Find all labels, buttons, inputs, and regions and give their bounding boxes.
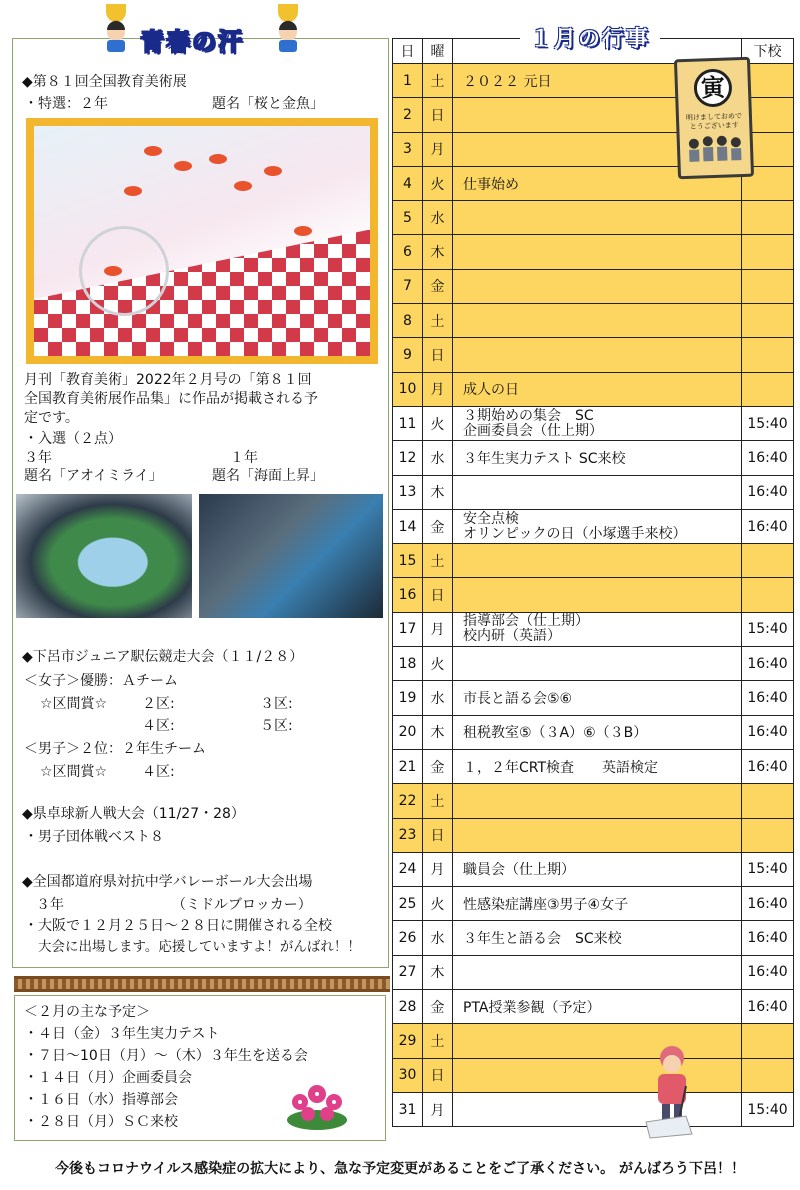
- event-cell: 市長と語る会⑤⑥: [453, 681, 742, 715]
- day-number: 11: [393, 406, 423, 440]
- leave-time: 16:40: [742, 475, 794, 509]
- calendar-row: [393, 612, 794, 646]
- weekday: 火: [423, 166, 453, 200]
- leave-time: 16:40: [742, 955, 794, 989]
- right-title: １月の行事: [520, 22, 660, 53]
- event-line: 安全点検: [463, 510, 519, 527]
- leave-time: [742, 372, 794, 406]
- calendar-row: [393, 647, 794, 681]
- calendar-row: [393, 887, 794, 921]
- leave-time: 16:40: [742, 921, 794, 955]
- day-number: 22: [393, 784, 423, 818]
- entry2-title: 題名「海面上昇」: [212, 468, 324, 484]
- entry1-grade: ３年: [24, 450, 52, 466]
- day-number: 10: [393, 372, 423, 406]
- event-cell: １，２年CRT検査 英語検定: [453, 749, 742, 783]
- calendar-row: [393, 1024, 794, 1058]
- event-cell: [453, 784, 742, 818]
- calendar-row: [393, 1092, 794, 1126]
- event-cell: 性感染症講座③男子④女子: [453, 887, 742, 921]
- calendar-row: [393, 406, 794, 440]
- event-cell: ３年生実力テスト SC来校: [453, 441, 742, 475]
- day-number: 12: [393, 441, 423, 475]
- calendar-row: [393, 921, 794, 955]
- weekday: 日: [423, 1058, 453, 1092]
- day-number: 1: [393, 64, 423, 98]
- art-special-label: ・特選：２年: [24, 96, 108, 112]
- leave-time: [742, 201, 794, 235]
- art-desc-3: 定です。: [24, 410, 79, 426]
- calendar-row: [393, 1058, 794, 1092]
- col-leave: 下校: [742, 39, 794, 64]
- art-desc-2: 全国教育美術展作品集」に作品が掲載される予: [24, 391, 318, 407]
- event-cell: 職員会（仕上期）: [453, 852, 742, 886]
- day-number: 27: [393, 955, 423, 989]
- calendar-row: [393, 990, 794, 1024]
- event-cell: 租税教室⑤（３A）⑥（３B）: [453, 715, 742, 749]
- leave-time: 16:40: [742, 509, 794, 543]
- art-desc-1: 月刊「教育美術」2022年２月号の「第８１回: [24, 372, 312, 388]
- volley-position: （ミドルブロッカー）: [172, 897, 312, 913]
- event-cell: [453, 647, 742, 681]
- leave-time: 16:40: [742, 887, 794, 921]
- weekday: 金: [423, 509, 453, 543]
- trophy-mascot-icon: [268, 2, 308, 52]
- weekday: 火: [423, 647, 453, 681]
- feb-item: ・４日（金）３年生実力テスト: [24, 1026, 220, 1042]
- day-number: 29: [393, 1024, 423, 1058]
- event-cell: ３年生と語る会 SC来校: [453, 921, 742, 955]
- leave-time: 16:40: [742, 715, 794, 749]
- event-line: 校内研（英語）: [463, 628, 561, 645]
- weekday: 土: [423, 1024, 453, 1058]
- weekday: 土: [423, 64, 453, 98]
- event-cell: [453, 201, 742, 235]
- event-cell: 仕事始め: [453, 166, 742, 200]
- event-cell: [453, 475, 742, 509]
- volley-line-1: ・大阪で１２月２５日～２８日に開催される全校: [24, 918, 332, 934]
- day-number: 24: [393, 852, 423, 886]
- day-number: 2: [393, 98, 423, 132]
- weekday: 土: [423, 304, 453, 338]
- ekiden-girls-k2: ２区:: [142, 696, 175, 712]
- left-title: 青春の汗: [140, 28, 244, 56]
- artwork-aoi-mirai: [16, 494, 192, 618]
- family-icon: [685, 134, 746, 164]
- day-number: 6: [393, 235, 423, 269]
- leave-time: [742, 269, 794, 303]
- weekday: 日: [423, 578, 453, 612]
- event-cell: PTA授業参観（予定）: [453, 990, 742, 1024]
- day-number: 13: [393, 475, 423, 509]
- calendar-row: [393, 372, 794, 406]
- event-line: オリンピックの日（小塚選手来校）: [463, 525, 687, 542]
- leave-time: [742, 544, 794, 578]
- weekday: 日: [423, 818, 453, 852]
- ekiden-boys-award: ☆区間賞☆: [40, 764, 108, 780]
- ekiden-girls-k5: ５区:: [260, 718, 293, 734]
- volley-line-2: 大会に出場します。応援していますよ！がんばれ！！: [38, 939, 361, 955]
- weekday: 土: [423, 544, 453, 578]
- calendar-row: [393, 784, 794, 818]
- weekday: 月: [423, 132, 453, 166]
- weekday: 水: [423, 681, 453, 715]
- day-number: 8: [393, 304, 423, 338]
- pingpong-heading: ◆県卓球新人戦大会（11/27・28）: [22, 806, 245, 822]
- weekday: 月: [423, 612, 453, 646]
- ekiden-girls-k3: ３区:: [260, 696, 293, 712]
- day-number: 30: [393, 1058, 423, 1092]
- calendar-row: [393, 681, 794, 715]
- leave-time: [742, 338, 794, 372]
- event-cell: [453, 544, 742, 578]
- weekday: 水: [423, 441, 453, 475]
- event-line: 企画委員会（仕上期）: [463, 422, 603, 439]
- weekday: 土: [423, 784, 453, 818]
- day-number: 19: [393, 681, 423, 715]
- day-number: 21: [393, 749, 423, 783]
- artwork-kaimen-joushou: [199, 494, 383, 618]
- day-number: 4: [393, 166, 423, 200]
- art-special-title: 題名「桜と金魚」: [212, 96, 324, 112]
- leave-time: [742, 304, 794, 338]
- ekiden-boys-k4: ４区:: [142, 764, 175, 780]
- weekday: 水: [423, 921, 453, 955]
- ekiden-girls: ＜女子＞優勝：Ａチーム: [24, 673, 178, 689]
- weekday: 金: [423, 749, 453, 783]
- trophy-mascot-icon: [96, 2, 136, 52]
- leave-time: [742, 818, 794, 852]
- day-number: 7: [393, 269, 423, 303]
- art-heading: ◆第８１回全国教育美術展: [22, 74, 187, 90]
- ekiden-girls-award: ☆区間賞☆: [40, 696, 108, 712]
- leave-time: 16:40: [742, 990, 794, 1024]
- calendar-row: [393, 509, 794, 543]
- event-cell: [453, 406, 742, 440]
- calendar-row: [393, 304, 794, 338]
- entry1-title: 題名「アオイミライ」: [24, 468, 163, 484]
- new-year-card: [674, 57, 754, 180]
- day-number: 5: [393, 201, 423, 235]
- weekday: 火: [423, 406, 453, 440]
- fence-divider: [14, 976, 390, 992]
- feb-item: ・７日～10日（月）～（木）３年生を送る会: [24, 1048, 308, 1064]
- calendar-row: [393, 544, 794, 578]
- leave-time: 15:40: [742, 1092, 794, 1126]
- weekday: 木: [423, 715, 453, 749]
- event-cell: [453, 509, 742, 543]
- event-line: 指導部会（仕上期）: [463, 613, 589, 630]
- day-number: 9: [393, 338, 423, 372]
- weekday: 金: [423, 990, 453, 1024]
- weekday: 日: [423, 338, 453, 372]
- artwork-sakura-kingyo: [26, 118, 378, 364]
- calendar-row: [393, 235, 794, 269]
- leave-time: 16:40: [742, 749, 794, 783]
- weekday: 月: [423, 852, 453, 886]
- calendar-row: [393, 338, 794, 372]
- day-number: 28: [393, 990, 423, 1024]
- weekday: 木: [423, 235, 453, 269]
- volley-heading: ◆全国都道府県対抗中学バレーボール大会出場: [22, 874, 313, 890]
- leave-time: [742, 1058, 794, 1092]
- day-number: 14: [393, 509, 423, 543]
- day-number: 17: [393, 612, 423, 646]
- feb-item: ・１４日（月）企画委員会: [24, 1070, 192, 1086]
- weekday: 月: [423, 372, 453, 406]
- leave-time: [742, 235, 794, 269]
- weekday: 日: [423, 98, 453, 132]
- january-calendar: [392, 38, 794, 1127]
- day-number: 31: [393, 1092, 423, 1126]
- calendar-row: [393, 818, 794, 852]
- event-cell: [453, 955, 742, 989]
- calendar-row: [393, 201, 794, 235]
- ekiden-girls-k4: ４区:: [142, 718, 175, 734]
- leave-time: [742, 1024, 794, 1058]
- leave-time: 16:40: [742, 441, 794, 475]
- calendar-row: [393, 269, 794, 303]
- event-cell: [453, 818, 742, 852]
- day-number: 3: [393, 132, 423, 166]
- weekday: 水: [423, 201, 453, 235]
- snow-shoveling-child-icon: [642, 1044, 706, 1140]
- col-day: 日: [393, 39, 423, 64]
- leave-time: 15:40: [742, 406, 794, 440]
- event-cell: [453, 269, 742, 303]
- col-weekday: 曜: [423, 39, 453, 64]
- event-cell: [453, 578, 742, 612]
- leave-time: 15:40: [742, 852, 794, 886]
- feb-item: ・１６日（水）指導部会: [24, 1092, 178, 1108]
- feb-heading: ＜２月の主な予定＞: [24, 1004, 150, 1020]
- day-number: 20: [393, 715, 423, 749]
- volley-grade: ３年: [36, 897, 64, 913]
- calendar-row: [393, 749, 794, 783]
- day-number: 18: [393, 647, 423, 681]
- leave-time: 15:40: [742, 612, 794, 646]
- leave-time: [742, 578, 794, 612]
- calendar-row: [393, 441, 794, 475]
- day-number: 15: [393, 544, 423, 578]
- event-cell: [453, 304, 742, 338]
- entry-label: ・入選（２点）: [24, 431, 122, 447]
- tora-text: 明けましておめでとうございます: [685, 112, 743, 131]
- weekday: 月: [423, 1092, 453, 1126]
- feb-item: ・２８日（月）ＳＣ来校: [24, 1114, 178, 1130]
- calendar-row: [393, 578, 794, 612]
- day-number: 23: [393, 818, 423, 852]
- ekiden-heading: ◆下呂市ジュニア駅伝競走大会（１１/２８）: [22, 649, 304, 665]
- calendar-row: [393, 955, 794, 989]
- event-cell: 成人の日: [453, 372, 742, 406]
- event-cell: [453, 338, 742, 372]
- flower-icon: [282, 1076, 352, 1132]
- leave-time: [742, 784, 794, 818]
- entry2-grade: １年: [230, 450, 258, 466]
- ekiden-boys: ＜男子＞２位：２年生チーム: [24, 741, 206, 757]
- leave-time: 16:40: [742, 647, 794, 681]
- day-number: 16: [393, 578, 423, 612]
- event-line: ３期始めの集会 SC: [463, 407, 594, 424]
- event-cell: [453, 235, 742, 269]
- calendar-row: [393, 475, 794, 509]
- weekday: 火: [423, 887, 453, 921]
- weekday: 木: [423, 955, 453, 989]
- day-number: 26: [393, 921, 423, 955]
- footer-notice: 今後もコロナウイルス感染症の拡大により、急な予定変更があることをご了承ください。 がんばろう下呂！！: [54, 1161, 746, 1177]
- weekday: 木: [423, 475, 453, 509]
- calendar-row: [393, 715, 794, 749]
- tora-char: 寅: [693, 68, 732, 107]
- calendar-row: [393, 852, 794, 886]
- event-cell: ２０２２ 元日: [453, 64, 742, 98]
- leave-time: 16:40: [742, 681, 794, 715]
- day-number: 25: [393, 887, 423, 921]
- event-cell: [453, 612, 742, 646]
- weekday: 金: [423, 269, 453, 303]
- pingpong-result: ・男子団体戦ベスト８: [24, 829, 164, 845]
